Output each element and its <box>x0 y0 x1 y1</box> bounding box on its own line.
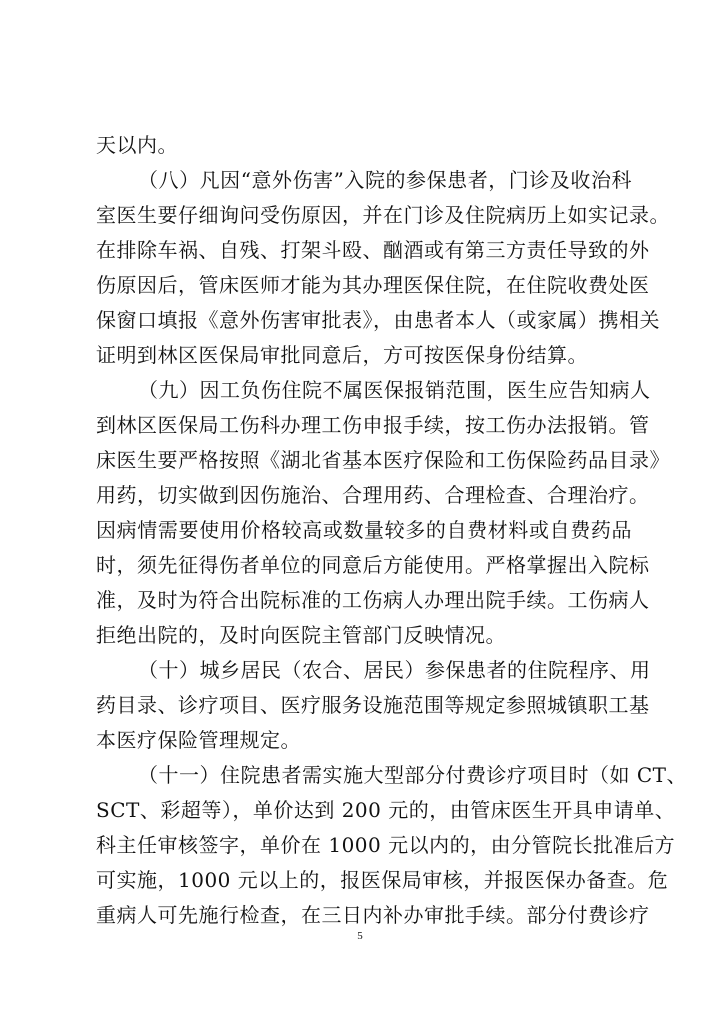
text-line: 床医生要严格按照《湖北省基本医疗保险和工伤保险药品目录》 <box>96 448 670 472</box>
text-line: 时，须先征得伤者单位的同意后方能使用。严格掌握出入院标 <box>96 553 650 577</box>
text-line: 拒绝出院的，及时向医院主管部门反映情况。 <box>96 623 506 647</box>
text-line: （八）凡因“意外伤害”入院的参保患者，门诊及收治科 <box>138 168 632 192</box>
text-line: 药目录、诊疗项目、医疗服务设施范围等规定参照城镇职工基 <box>96 693 650 717</box>
text-line: 到林区医保局工伤科办理工伤申报手续，按工伤办法报销。管 <box>96 413 650 437</box>
text-line: SCT、彩超等），单价达到 200 元的，由管床医生开具申请单、 <box>96 798 676 822</box>
text-line: （十一）住院患者需实施大型部分付费诊疗项目时（如 CT、 <box>138 763 687 787</box>
text-line: 天以内。 <box>96 133 178 157</box>
text-line: 用药，切实做到因伤施治、合理用药、合理检查、合理治疗。 <box>96 483 650 507</box>
text-line: 重病人可先施行检查，在三日内补办审批手续。部分付费诊疗 <box>96 903 650 927</box>
text-line: 因病情需要使用价格较高或数量较多的自费材料或自费药品 <box>96 518 632 542</box>
text-line: 本医疗保险管理规定。 <box>96 728 301 752</box>
text-line: 伤原因后，管床医师才能为其办理医保住院，在住院收费处医 <box>96 273 650 297</box>
text-line: 可实施，1000 元以上的，报医保局审核，并报医保办备查。危 <box>96 868 669 892</box>
text-line: （十）城乡居民（农合、居民）参保患者的住院程序、用 <box>138 658 651 682</box>
text-line: 准，及时为符合出院标准的工伤病人办理出院手续。工伤病人 <box>96 588 650 612</box>
text-line: 在排除车祸、自残、打架斗殴、酗酒或有第三方责任导致的外 <box>96 238 650 262</box>
text-line: 室医生要仔细询问受伤原因，并在门诊及住院病历上如实记录。 <box>96 203 670 227</box>
text-line: 保窗口填报《意外伤害审批表》，由患者本人（或家属）携相关 <box>96 308 660 332</box>
text-line: 科主任审核签字，单价在 1000 元以内的，由分管院长批准后方 <box>96 833 676 857</box>
body-text <box>96 128 687 933</box>
text-line: 证明到林区医保局审批同意后，方可按医保身份结算。 <box>96 343 588 367</box>
text-line: （九）因工负伤住院不属医保报销范围，医生应告知病人 <box>138 378 651 402</box>
page-number: 5 <box>357 930 363 942</box>
